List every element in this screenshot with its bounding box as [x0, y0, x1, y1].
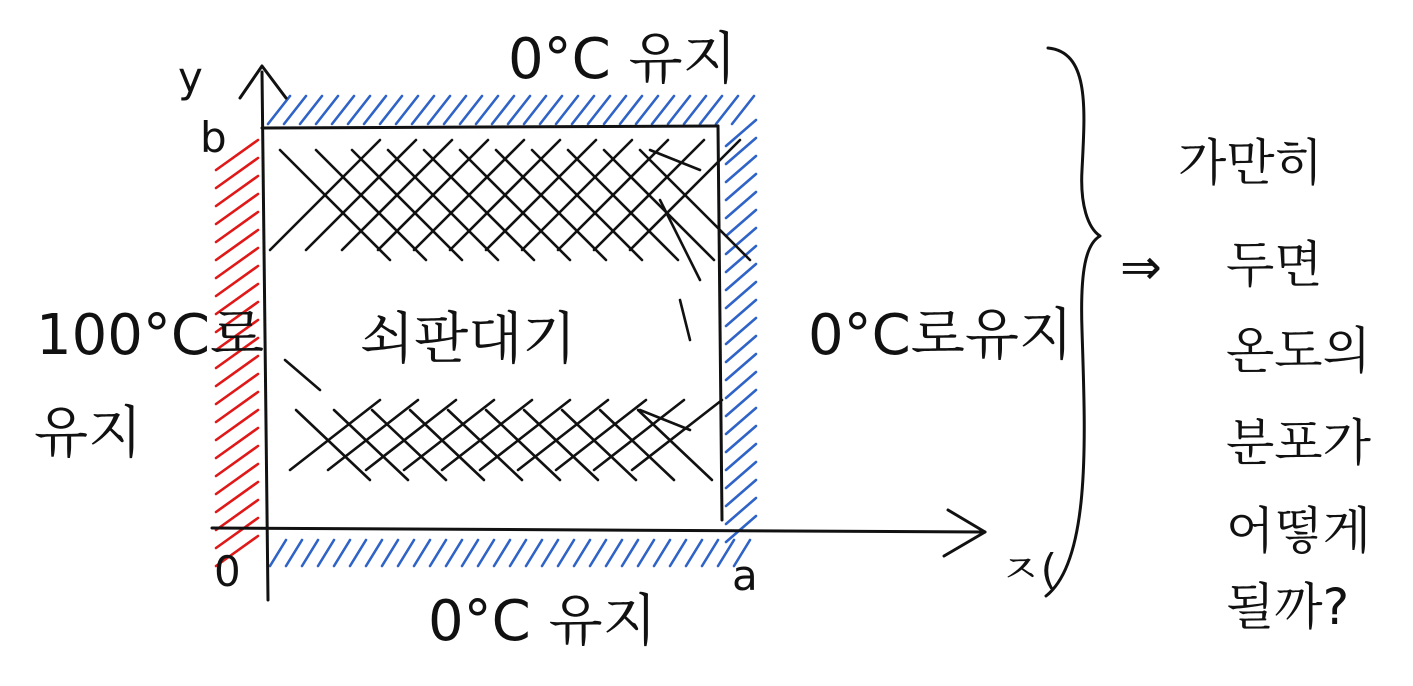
top-boundary-label: 0°C 유지	[508, 27, 737, 92]
bottom-boundary-label: 0°C 유지	[428, 589, 657, 654]
hatch-stroke	[424, 150, 534, 260]
hatch-stroke	[430, 540, 446, 566]
hatch-stroke	[494, 540, 510, 566]
hatch-stroke	[532, 150, 642, 260]
hatch-stroke	[302, 540, 318, 566]
question-line-3: 온도의	[1226, 322, 1371, 380]
hatch-stroke	[622, 540, 638, 566]
question-line-1: 가만히	[1178, 134, 1323, 192]
hatch-stroke	[270, 540, 286, 566]
hatch-stroke	[414, 540, 430, 566]
y-axis-label: y	[178, 53, 203, 102]
plate-top-edge	[262, 126, 718, 128]
hatch-stroke	[216, 410, 258, 440]
plate-hatching-lower	[285, 360, 722, 480]
hatch-stroke	[606, 540, 622, 566]
plate-label: 쇠판대기	[360, 307, 577, 372]
hatch-stroke	[216, 428, 258, 458]
right-boundary-label: 0°C로유지	[808, 303, 1074, 368]
hatch-stroke	[334, 540, 350, 566]
hatch-stroke	[542, 540, 558, 566]
hatch-stroke	[216, 374, 258, 404]
left-boundary-label-line2: 유지	[34, 401, 143, 466]
hatch-stroke	[638, 410, 712, 480]
hatch-stroke	[216, 248, 258, 278]
hatch-stroke	[460, 150, 570, 260]
bottom-boundary-hatching	[270, 540, 750, 566]
plate-right-edge	[718, 126, 722, 520]
hatch-stroke	[216, 464, 258, 494]
hatch-stroke	[590, 540, 606, 566]
top-boundary-hatching	[268, 96, 754, 124]
hatch-stroke	[316, 150, 426, 260]
hatch-stroke	[574, 540, 590, 566]
question-line-4: 분포가	[1226, 414, 1371, 472]
a-tick-label: a	[732, 551, 758, 600]
hatch-stroke	[216, 212, 258, 242]
hatch-stroke	[670, 540, 686, 566]
hatch-stroke	[216, 446, 258, 476]
hatch-stroke	[654, 540, 670, 566]
hatch-stroke	[462, 540, 478, 566]
left-boundary-label-line1: 100°C로	[36, 303, 265, 368]
question-line-6: 될까?	[1226, 578, 1350, 636]
x-axis-label: ㅈ(	[1000, 545, 1057, 594]
hatch-stroke	[680, 300, 690, 340]
b-tick-label: b	[200, 113, 227, 162]
hatch-stroke	[216, 194, 258, 224]
hatch-stroke	[216, 392, 258, 422]
x-axis	[212, 528, 985, 532]
hatch-stroke	[638, 540, 654, 566]
hatch-stroke	[280, 150, 390, 260]
hatch-stroke	[216, 482, 258, 512]
hatch-stroke	[496, 150, 606, 260]
hatch-stroke	[352, 150, 462, 260]
origin-label: 0	[214, 547, 241, 596]
hatch-stroke	[216, 158, 258, 188]
hatch-stroke	[640, 150, 750, 260]
hatch-stroke	[216, 230, 258, 260]
hatch-stroke	[388, 150, 498, 260]
hatch-stroke	[382, 540, 398, 566]
hatch-stroke	[216, 500, 258, 530]
hatch-stroke	[398, 540, 414, 566]
hatch-stroke	[478, 540, 494, 566]
hatch-stroke	[350, 540, 366, 566]
hatch-stroke	[216, 176, 258, 206]
hatch-stroke	[285, 360, 320, 390]
question-line-5: 어떻게	[1226, 502, 1371, 560]
hatch-stroke	[216, 266, 258, 296]
hatch-stroke	[366, 540, 382, 566]
hatch-stroke	[216, 518, 258, 548]
hatch-stroke	[526, 540, 542, 566]
implies-arrow: ⇒	[1120, 238, 1162, 296]
right-boundary-hatching	[726, 120, 756, 542]
hatch-stroke	[632, 400, 722, 470]
hatch-stroke	[510, 540, 526, 566]
hatch-stroke	[286, 540, 302, 566]
hatch-stroke	[446, 540, 462, 566]
hatch-stroke	[604, 150, 714, 260]
hatch-stroke	[702, 540, 718, 566]
question-line-2: 두면	[1226, 236, 1323, 294]
hatch-stroke	[686, 540, 702, 566]
hatch-stroke	[318, 540, 334, 566]
hatch-stroke	[558, 540, 574, 566]
